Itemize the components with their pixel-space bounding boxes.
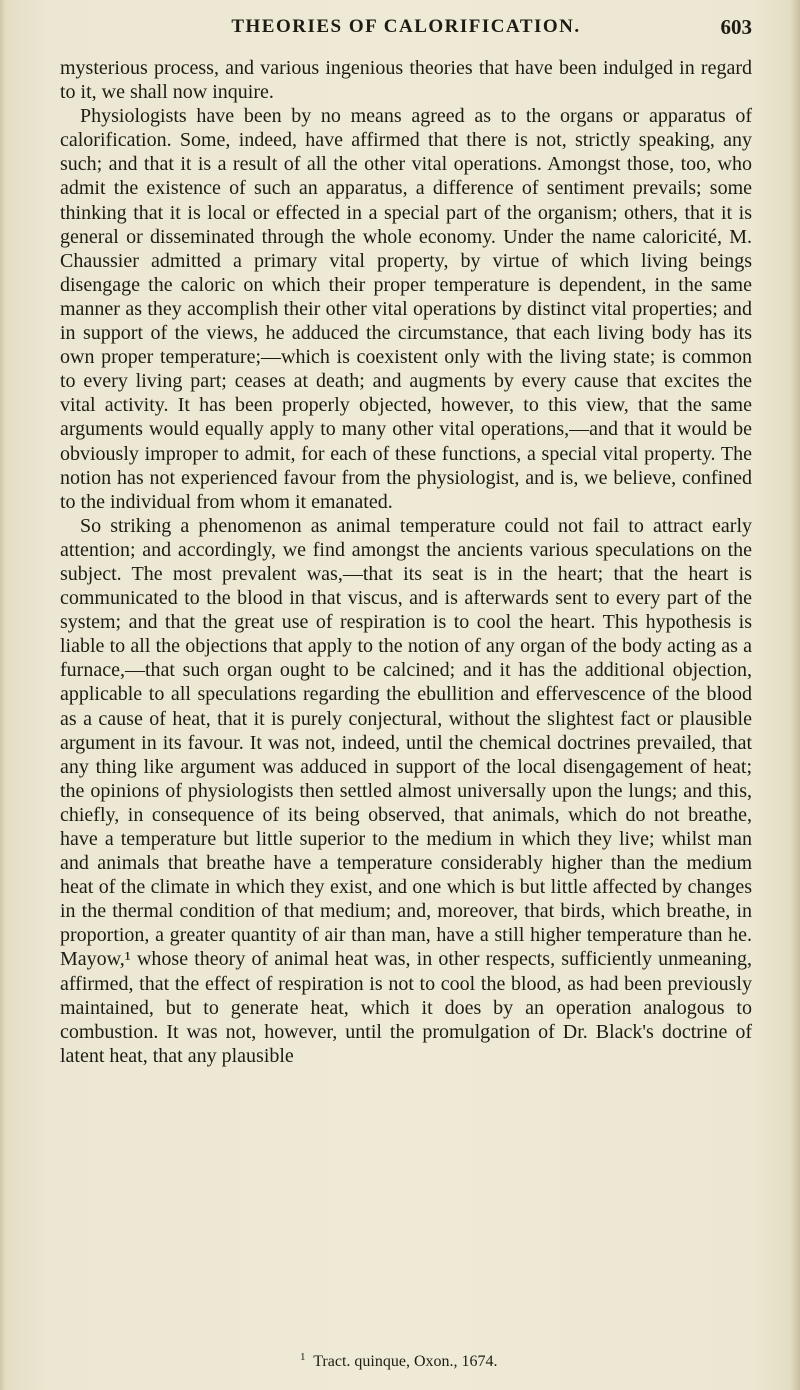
paragraph-ancient-speculations: So striking a phenomenon as animal temperature could not fail to attract early attention; and accordingly, we find amongst the ancients various speculations on the subject. The most prevalent was,—that its seat is in the heart; that the heart is communicated to the blood in that viscus, and is afterwards sent to every part of the system; and that the great use of respiration is to cool the heart. This hypothesis is liable to all the objections that apply to the notion of any organ of the body acting as a furnace,—that such organ ought to be calcined; and it has the additional objection, applicable to all speculations regarding the ebullition and effervescence of the blood as a cause of heat, that it is purely conjectural, without the slightest fact or plausible argument in its favour. It was not, indeed, until the chemical doctrines prevailed, that any thing like argument was adduced in support of the local disengagement of heat; the opinions of physiologists then settled almost universally upon the lungs; and this, chiefly, in consequence of its being observed, that animals, which do not breathe, have a temperature but little superior to the medium in which they live; whilst man and animals that breathe have a temperature considerably higher than the medium heat of the climate in which they exist, and one which is but little affected by changes in the thermal condition of that medium; and, moreover, that birds, which breathe, in proportion, a greater quantity of air than man, have a still higher temperature than he. Mayow,¹ whose theory of animal heat was, in other respects, sufficiently unmeaning, affirmed, that the effect of respiration is not to cool the blood, as had been previously maintained, but to generate heat, which it does by an operation analogous to combustion. It was not, however, until the promulgation of Dr. Black's doctrine of latent heat, that any plausible — [60, 514, 752, 1067]
footnote-text: Tract. quinque, Oxon., 1674. — [313, 1353, 498, 1370]
page-left-shadow — [0, 0, 6, 1390]
running-head: THEORIES OF CALORIFICATION. — [231, 16, 581, 37]
paragraph-organs-of-calorification: Physiologists have been by no means agreed as to the organs or apparatus of calorification. Some, indeed, have affirmed that there is not, strictly speaking, any such; and that it is a result of all the other vital operations. Amongst those, too, who admit the existence of such an apparatus, a difference of sentiment prevails; some thinking that it is local or effected in a special part of the organism; others, that it is general or disseminated through the whole economy. Under the name caloricité, M. Chaussier admitted a primary vital property, by virtue of which living beings disengage the caloric on which their proper temperature is dependent, in the same manner as they accomplish their other vital operations by distinct vital properties; and in support of the views, he adduced the circumstance, that each living body has its own proper temperature;—which is coexistent only with the living state; is common to every living part; ceases at death; and augments by every cause that excites the vital activity. It has been properly objected, however, to this view, that the same arguments would equally apply to many other vital operations,—and that it would be obviously improper to admit, for each of these functions, a special vital property. The notion has not experienced favour from the physiologist, and is, we believe, confined to the individual from whom it emanated. — [60, 105, 752, 513]
page-right-shadow — [790, 0, 800, 1390]
body-text — [60, 56, 752, 1068]
page-header — [60, 12, 752, 46]
footnote — [300, 1351, 498, 1371]
paragraph-continuation: mysterious process, and various ingenious theories that have been indulged in regard to it, we shall now inquire. — [60, 57, 752, 104]
page-number: 603 — [720, 15, 752, 39]
footnote-marker: 1 — [300, 1351, 306, 1363]
